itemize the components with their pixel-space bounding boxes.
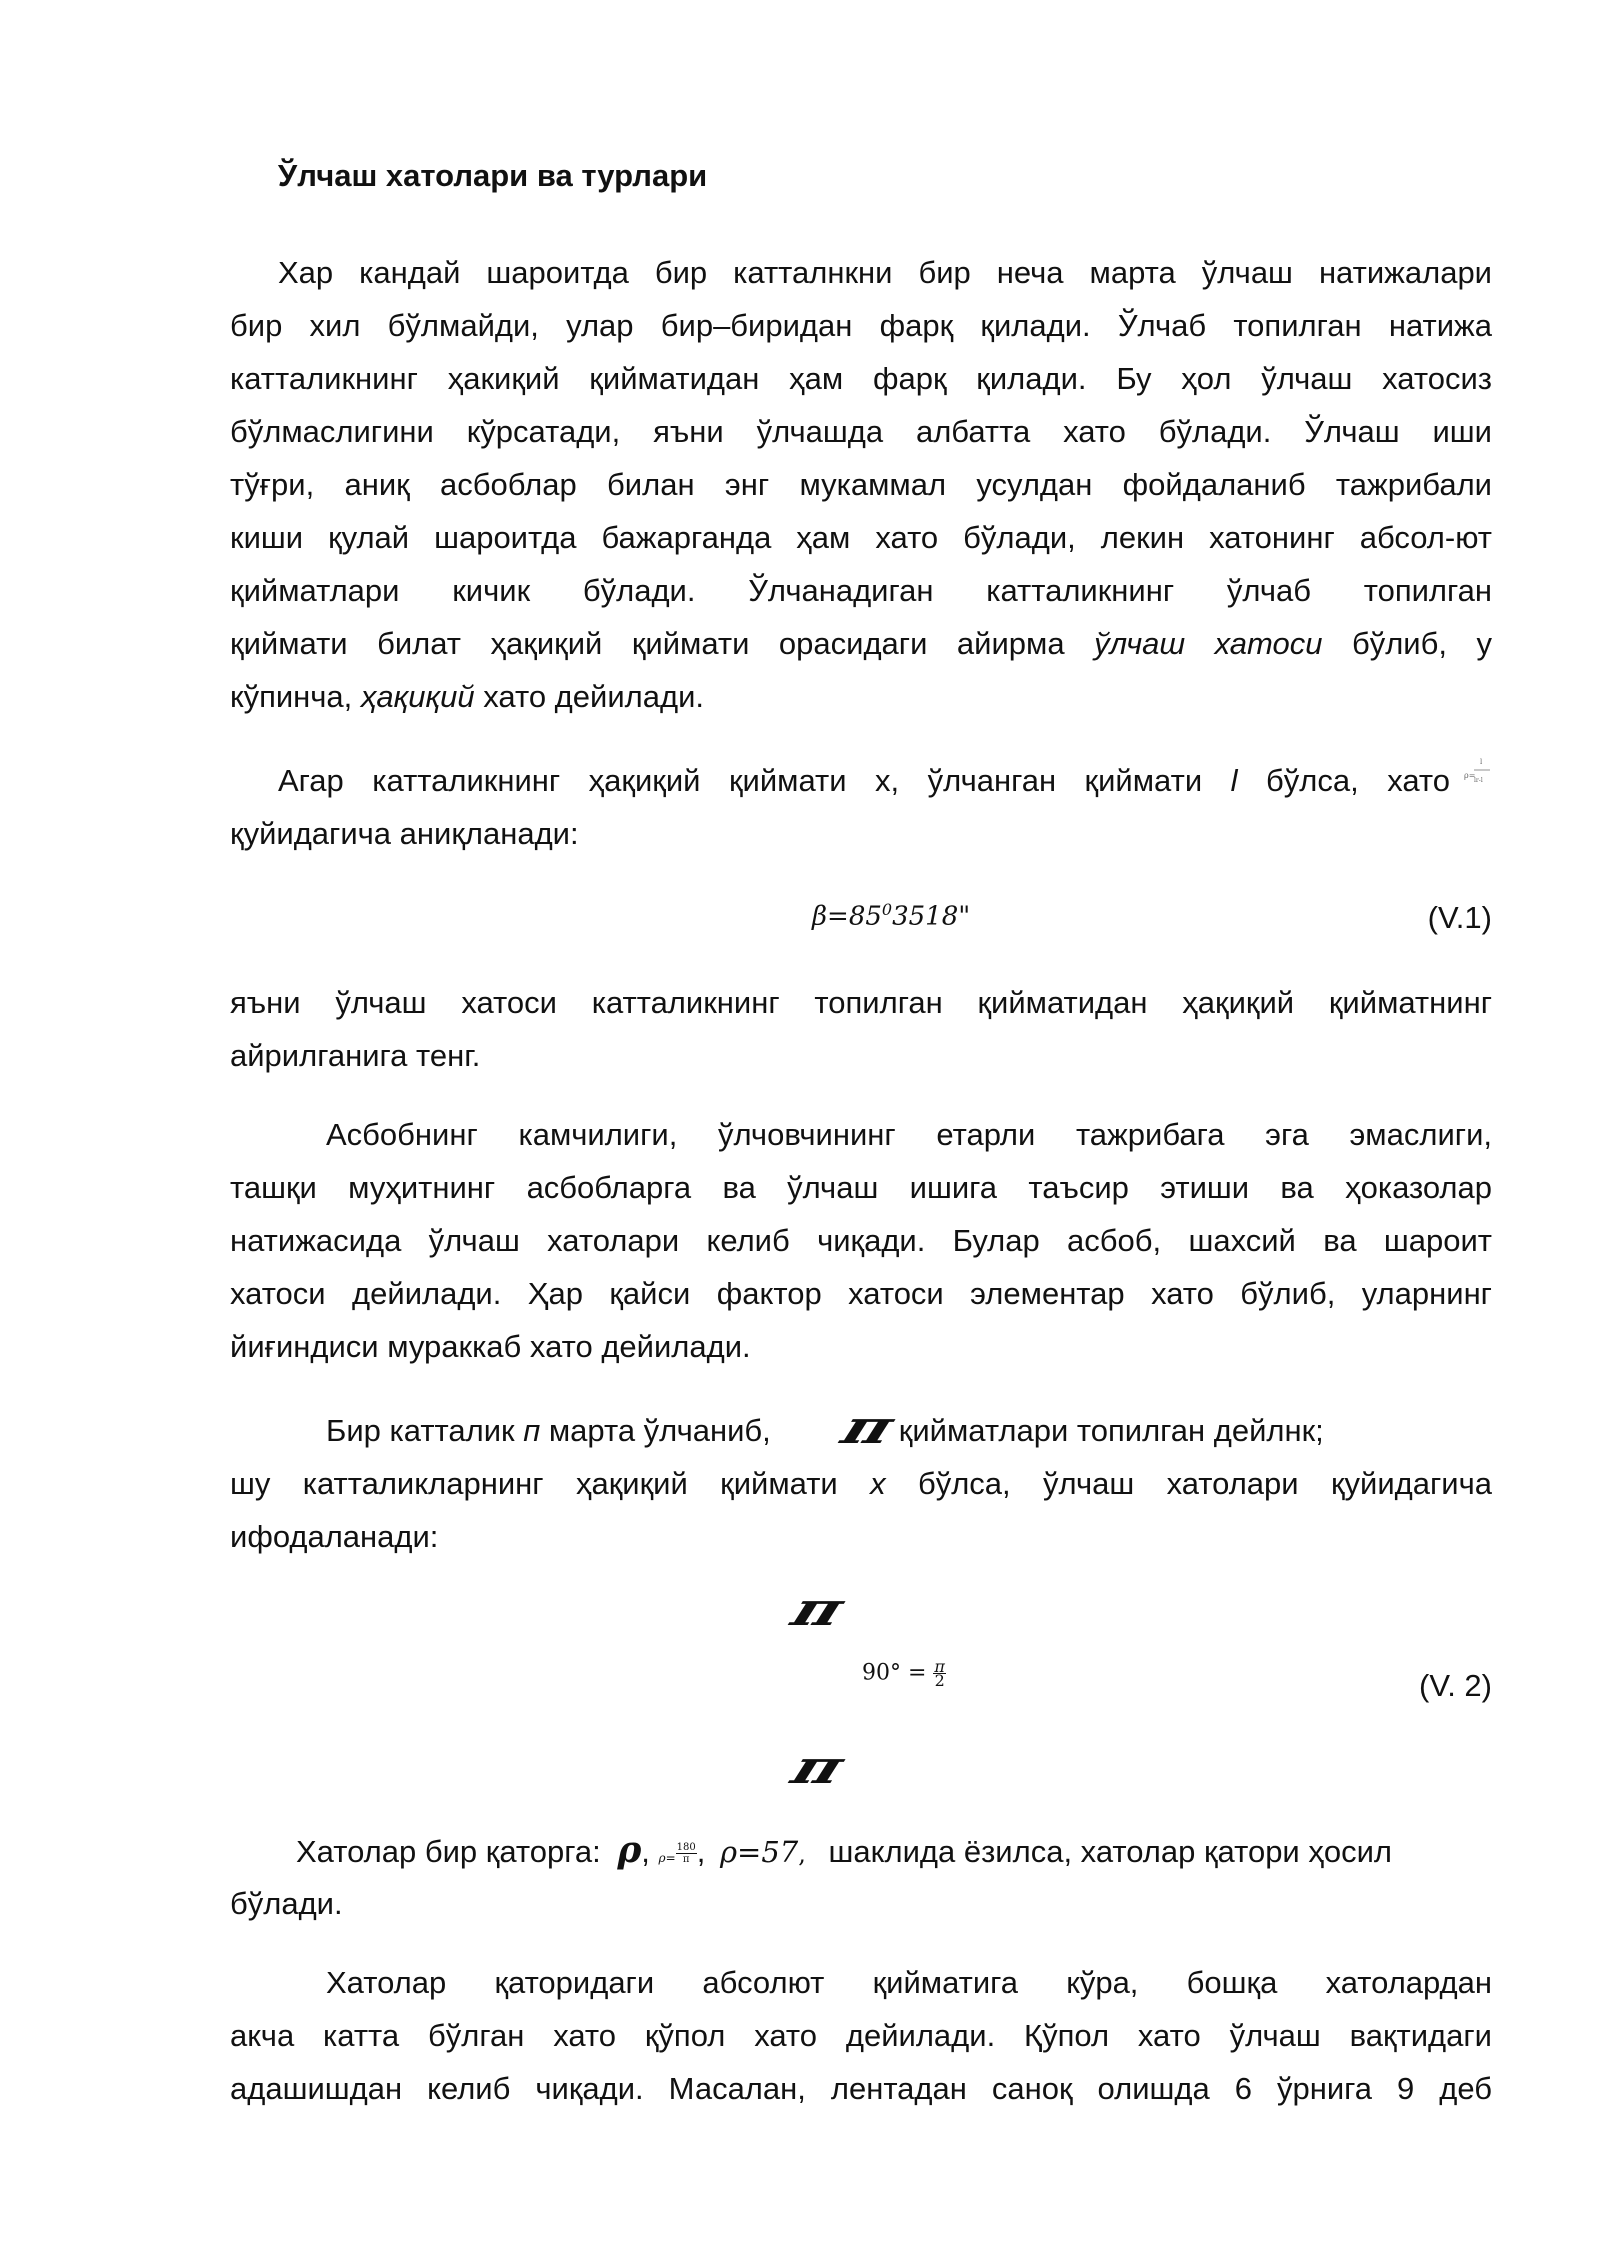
text-line: бўлмаслигини кўрсатади, яъни ўлчашда албатта хато бўлади. Ўлчаш иши xyxy=(230,414,1492,449)
text-line: бир хил бўлмайди, улар бир–биридан фарқ қилади. Ўлчаб топилган натижа xyxy=(230,308,1492,343)
text-line: акча катта бўлган хато қўпол хато дейилади. Қўпол хато ўлчаш вақтидаги xyxy=(230,2018,1492,2053)
text-line: айрилганига тенг. xyxy=(230,1038,481,1073)
pi-symbol-top: π xyxy=(784,1582,844,1636)
text-line: Агар катталикнинг ҳақиқий қиймати х, ўлчанган қиймати l бўлса, хато xyxy=(278,763,1450,798)
svg-text:ρ=: ρ= xyxy=(1464,771,1476,780)
text-line: қуйидагича аниқланади: xyxy=(230,816,579,851)
text-line: Хатолар бир қаторга: ρ, ρ= $\frac{180}{\pi}$ , ρ=57, шаклида ёзилса, хатолар қатори ҳосил xyxy=(296,1829,1393,1871)
paragraph-2 xyxy=(230,754,1450,860)
formula-v1: $\beta=85^03518$" xyxy=(812,900,971,932)
text-line: кўпинча, ҳақиқий хато дейилади. xyxy=(230,679,704,714)
text-line: тўғри, аниқ асбоблар билан энг мукаммал усулдан фойдаланиб тажрибали xyxy=(230,467,1492,502)
paragraph-7 xyxy=(230,1956,1492,2115)
page-title: Ўлчаш хатолари ва турлари xyxy=(278,158,708,193)
text-line: хатоси дейилади. Ҳар қайси фактор хатоси элементар хато бўлиб, уларнинг xyxy=(230,1276,1492,1311)
text-line: қийматлари кичик бўлади. Ўлчанадиган катталикнинг ўлчаб топилган xyxy=(230,573,1492,608)
text-line: қиймати билат ҳақиқий қиймати орасидаги айирма ўлчаш хатоси бўлиб, у xyxy=(230,626,1492,661)
text-line: катталикнинг ҳакиқий қийматидан ҳам фарқ қилади. Бу ҳол ўлчаш хатосиз xyxy=(230,361,1492,396)
text-line: Хатолар қаторидаги абсолют қийматига кўра, бошқа хатолардан xyxy=(326,1965,1492,2000)
text-line: яъни ўлчаш хатоси катталикнинг топилган қийматидан ҳақиқий қийматнинг xyxy=(230,985,1492,1020)
paragraph-1 xyxy=(230,246,1492,723)
svg-text:l: l xyxy=(1480,758,1483,766)
svg-text:lr-l: lr-l xyxy=(1474,777,1483,784)
text-line: Асбобнинг камчилиги, ўлчовчининг етарли тажрибага эга эмаслиги, xyxy=(326,1117,1492,1152)
small-formula-image xyxy=(1462,752,1492,792)
equation-number-v1: (V.1) xyxy=(1427,900,1492,935)
text-line: Бир катталик п марта ўлчаниб, қийматлари топилган дейлнк; xyxy=(326,1413,1324,1448)
pi-symbol-bottom: π xyxy=(784,1740,844,1794)
text-line: адашишдан келиб чиқади. Масалан, лентадан саноқ олишда 6 ўрнига 9 деб xyxy=(230,2071,1492,2106)
pi-symbol-inline: π xyxy=(834,1400,894,1454)
text-line: шу катталикларнинг ҳақиқий қиймати х бўлса, ўлчаш хатолари қуйидагича xyxy=(230,1466,1492,1501)
text-line: ташқи муҳитнинг асбобларга ва ўлчаш ишига таъсир этиши ва ҳоказолар xyxy=(230,1170,1492,1205)
equation-number-v2: (V. 2) xyxy=(1419,1668,1492,1703)
text-line: йиғиндиси мураккаб хато дейилади. xyxy=(230,1329,751,1364)
paragraph-4 xyxy=(230,1108,1492,1373)
paragraph-6 xyxy=(230,1824,1492,1930)
text-line: ифодаланади: xyxy=(230,1519,439,1554)
formula-v2: 90° = $\frac{\pi}{2}$ xyxy=(862,1657,945,1690)
text-line: бўлади. xyxy=(230,1886,343,1921)
text-line: киши қулай шароитда бажарганда ҳам хато бўлади, лекин хатонинг абсол-ют xyxy=(230,520,1492,555)
paragraph-3 xyxy=(230,976,1492,1082)
text-line: Хар кандай шароитда бир катталнкни бир неча марта ўлчаш натижалари xyxy=(278,255,1492,290)
text-line: натижасида ўлчаш хатолари келиб чиқади. Булар асбоб, шахсий ва шароит xyxy=(230,1223,1492,1258)
